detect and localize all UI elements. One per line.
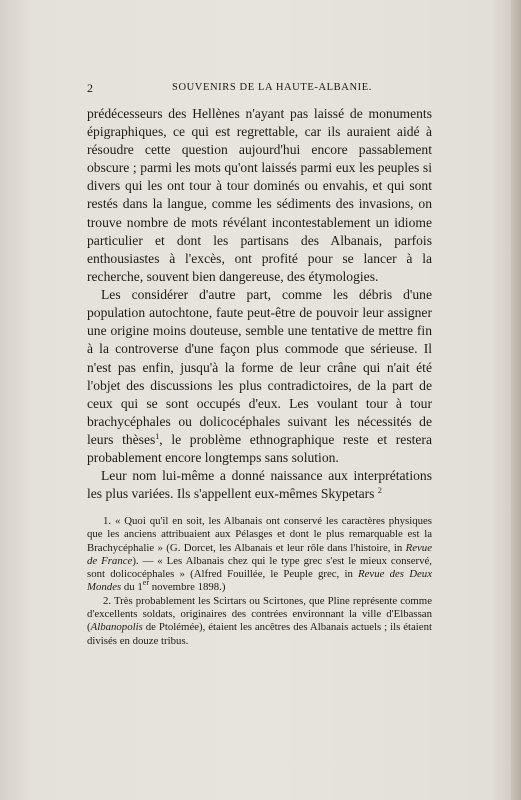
footnote-place-name: Albanopolis: [90, 621, 143, 634]
footnote-source-title: Revue de France: [87, 541, 432, 567]
paragraph-autochthonous: [87, 286, 432, 467]
page-edge-shadow: [511, 0, 521, 800]
footnote-1: [87, 515, 432, 595]
page-number: 2: [87, 81, 94, 95]
footnote-source-title: Revue des Deux Mondes: [87, 568, 432, 594]
paragraph-text: Les considérer d'autre part, comme les débris d'une population autochtone, faute peut-être de pouvoir leur assigner une origine moins douteuse, semble une tentative de mettre fin à la controverse d'une façon plus commode que sérieuse. Il n'est pas enfin, jusqu'à la forme de leur crâne qui n'ait été l'objet des discussions les plus contradictoires, de la part de ceux qui se sont occupés d'eux. Les voulant tour à tour brachycéphales ou dolicocéphales suivant les nécessités de leurs thèses: [87, 287, 432, 447]
footnote-ref-2: 2: [377, 486, 382, 496]
paragraph-text: , le problème ethnographique reste et restera probablement encore longtemps sans solution.: [87, 431, 432, 465]
footnote-text: 1. « Quoi qu'il en soit, les Albanais ont conservé les caractères physiques que les anciens attribuaient aux Pélasges et dont le plus remarquable est la Brachycéphalie » (G. Dorcet, les Albanais et leur rôle dans l'histoire, in: [87, 515, 432, 554]
running-title: SOUVENIRS DE LA HAUTE-ALBANIE.: [172, 82, 372, 93]
paragraph-name-origin: [87, 467, 432, 503]
ordinal-suffix: er: [142, 578, 149, 588]
footnote-text: novembre 1898.): [149, 581, 226, 594]
footnote-text: du 1: [121, 581, 143, 594]
footnote-text: ). — « Les Albanais chez qui le type grec s'est le mieux conservé, sont dolicocéphales » (Alfred Fouillée, le Peuple grec, in: [87, 554, 432, 581]
page-header: [87, 81, 432, 97]
footnote-text: de Ptolémée), étaient les ancêtres des Albanais actuels ; ils étaient divisés en douze tribus.: [87, 621, 432, 647]
paragraph-text: Leur nom lui-même a donné naissance aux interprétations les plus variées. Ils s'appellent eux-mêmes Skypetars: [87, 468, 432, 502]
footnotes: [87, 515, 432, 648]
footnote-ref-1: 1: [155, 431, 160, 441]
paragraph-continuation: prédécesseurs des Hellènes n'ayant pas laissé de monuments épigraphiques, ce qui est regrettable, car ils auraient aidé à résoudre cette question aujourd'hui encore passablement obscure ; parmi les mots qu'ont laissés parmi eux les peuples si divers qui les ont tour à tour dominés ou envahis, et qui sont restés dans la langue, comme les sédiments des invasions, on trouve nombre de mots révélant incontestablement un idiome particulier et dont les partisans des Albanais, parfois enthousiastes à l'excès, ont profité pour se lancer à la recherche, souvent bien dangereuse, des étymologies.: [87, 106, 432, 284]
footnote-2: [87, 595, 432, 648]
main-text: [87, 105, 432, 503]
footnote-text: 2. Très probablement les Scirtars ou Scirtones, que Pline représente comme d'excellents soldats, originaires des contrées environnant la ville d'Elbassan (: [87, 594, 432, 634]
